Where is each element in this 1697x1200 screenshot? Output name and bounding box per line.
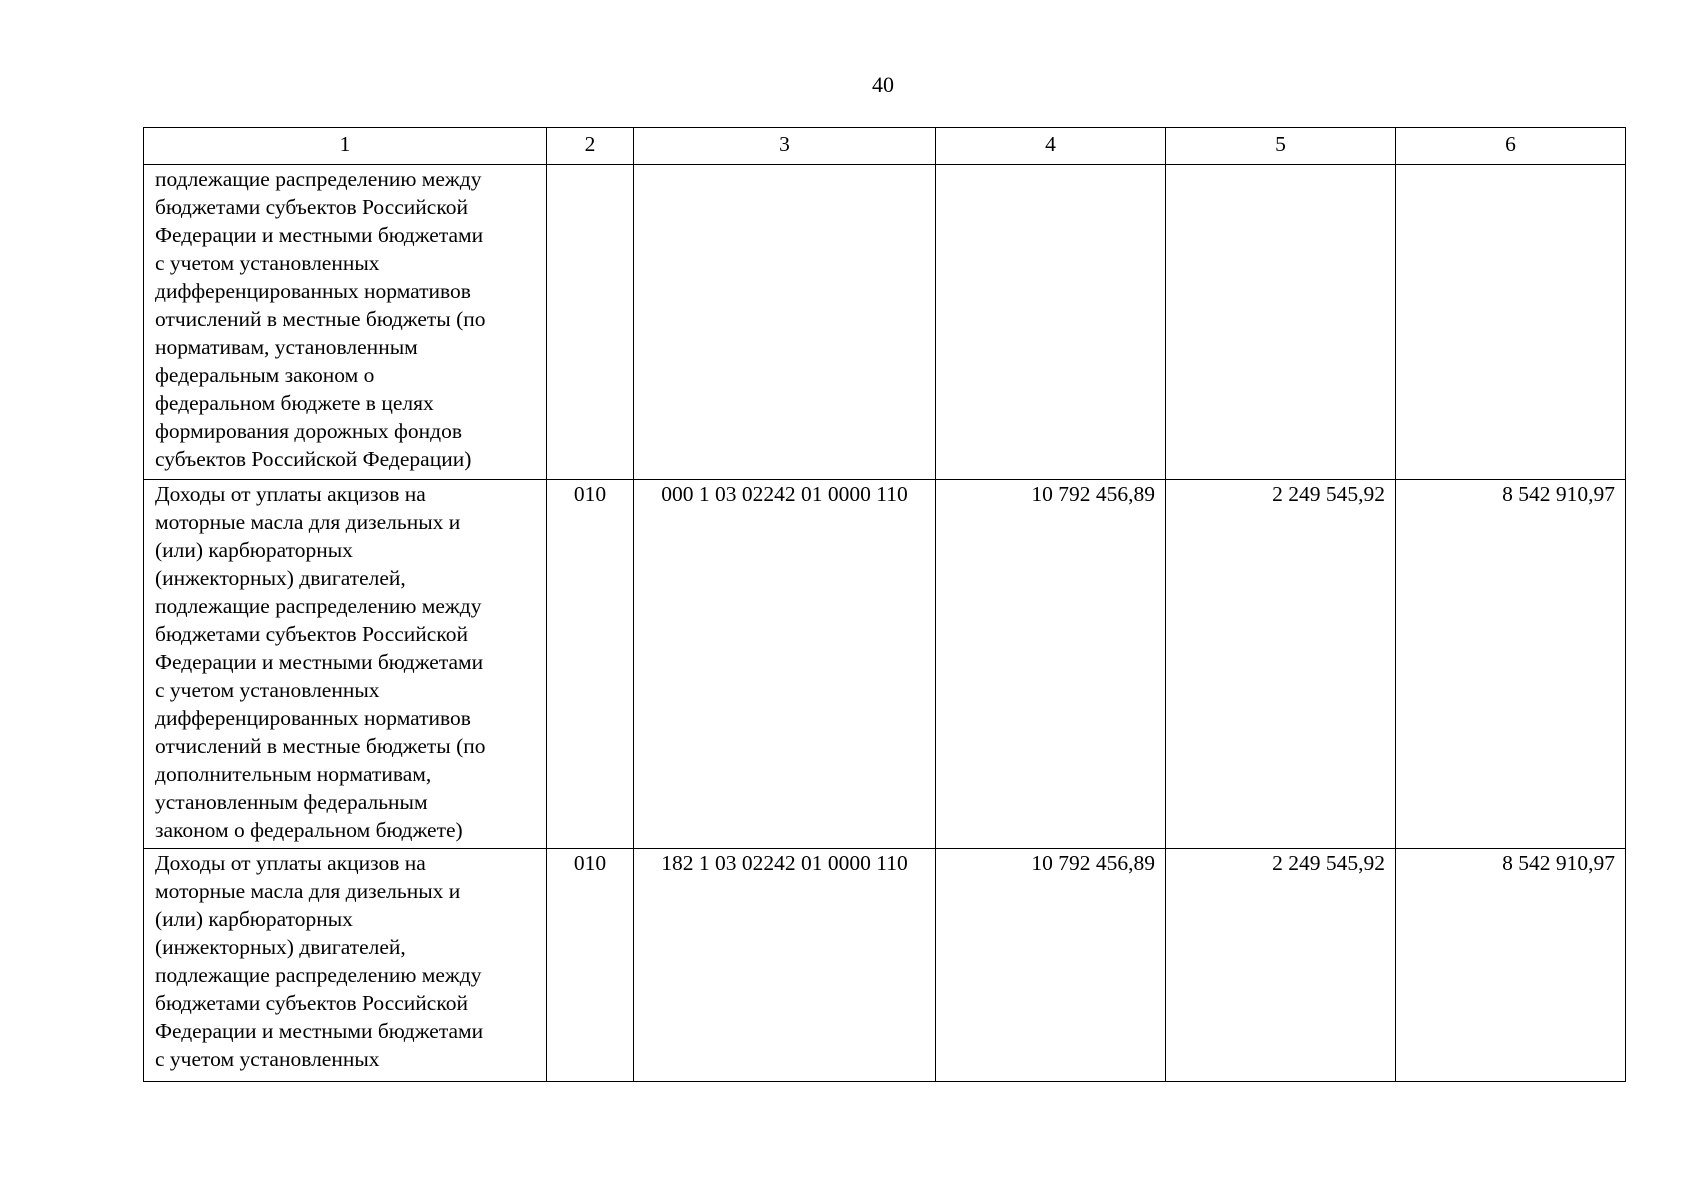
amount-cell-col6 xyxy=(1396,165,1626,480)
admin-code-cell: 010 xyxy=(547,849,634,1082)
text-line: (или) карбюраторных xyxy=(155,907,353,931)
column-header: 1 xyxy=(144,128,547,165)
text-line: моторные масла для дизельных и xyxy=(155,510,461,534)
amount-cell-col4: 10 792 456,89 xyxy=(936,480,1166,849)
text-line: установленным федеральным xyxy=(155,790,428,814)
text-line: с учетом установленных xyxy=(155,1047,380,1071)
table-row xyxy=(144,480,1626,849)
text-line: подлежащие распределению между xyxy=(155,594,482,618)
budget-classification-code-cell: 000 1 03 02242 01 0000 110 xyxy=(634,480,936,849)
text-line: моторные масла для дизельных и xyxy=(155,879,461,903)
amount-cell-col4 xyxy=(936,165,1166,480)
text-line: дифференцированных нормативов xyxy=(155,279,471,303)
text-line: дополнительным нормативам, xyxy=(155,762,432,786)
text-line: отчислений в местные бюджеты (по xyxy=(155,734,486,758)
text-line: (инжекторных) двигателей, xyxy=(155,935,406,959)
page-number: 40 xyxy=(872,72,894,97)
text-line: субъектов Российской Федерации) xyxy=(155,447,472,471)
text-line: Доходы от уплаты акцизов на xyxy=(155,482,426,506)
text-line: федеральном бюджете в целях xyxy=(155,391,434,415)
income-name-cell xyxy=(144,480,547,849)
income-name-cell xyxy=(144,165,547,480)
text-line: федеральным законом о xyxy=(155,363,375,387)
text-line: дифференцированных нормативов xyxy=(155,706,471,730)
text-line: подлежащие распределению между xyxy=(155,167,482,191)
text-line: Федерации и местными бюджетами xyxy=(155,223,484,247)
text-line: (инжекторных) двигателей, xyxy=(155,566,406,590)
text-line: нормативам, установленным xyxy=(155,335,418,359)
column-header: 5 xyxy=(1166,128,1396,165)
text-line: бюджетами субъектов Российской xyxy=(155,195,468,219)
text-line: с учетом установленных xyxy=(155,678,380,702)
text-line: формирования дорожных фондов xyxy=(155,419,463,443)
amount-cell-col6: 8 542 910,97 xyxy=(1396,480,1626,849)
admin-code-cell xyxy=(547,165,634,480)
text-line: бюджетами субъектов Российской xyxy=(155,622,468,646)
table-row xyxy=(144,849,1626,1082)
amount-cell-col5: 2 249 545,92 xyxy=(1166,849,1396,1082)
text-line: (или) карбюраторных xyxy=(155,538,353,562)
column-header: 3 xyxy=(634,128,936,165)
amount-cell-col4: 10 792 456,89 xyxy=(936,849,1166,1082)
amount-cell-col5: 2 249 545,92 xyxy=(1166,480,1396,849)
text-line: отчислений в местные бюджеты (по xyxy=(155,307,486,331)
table-row xyxy=(144,165,1626,480)
income-name-cell xyxy=(144,849,547,1082)
budget-classification-code-cell xyxy=(634,165,936,480)
table-header-row xyxy=(144,128,1626,165)
amount-cell-col6: 8 542 910,97 xyxy=(1396,849,1626,1082)
admin-code-cell: 010 xyxy=(547,480,634,849)
text-line: бюджетами субъектов Российской xyxy=(155,991,468,1015)
text-line: Федерации и местными бюджетами xyxy=(155,1019,484,1043)
budget-table xyxy=(143,127,1626,1082)
amount-cell-col5 xyxy=(1166,165,1396,480)
text-line: с учетом установленных xyxy=(155,251,380,275)
budget-classification-code-cell: 182 1 03 02242 01 0000 110 xyxy=(634,849,936,1082)
column-header: 6 xyxy=(1396,128,1626,165)
text-line: законом о федеральном бюджете) xyxy=(155,818,463,842)
column-header: 2 xyxy=(547,128,634,165)
text-line: Доходы от уплаты акцизов на xyxy=(155,851,426,875)
text-line: подлежащие распределению между xyxy=(155,963,482,987)
text-line: Федерации и местными бюджетами xyxy=(155,650,484,674)
column-header: 4 xyxy=(936,128,1166,165)
